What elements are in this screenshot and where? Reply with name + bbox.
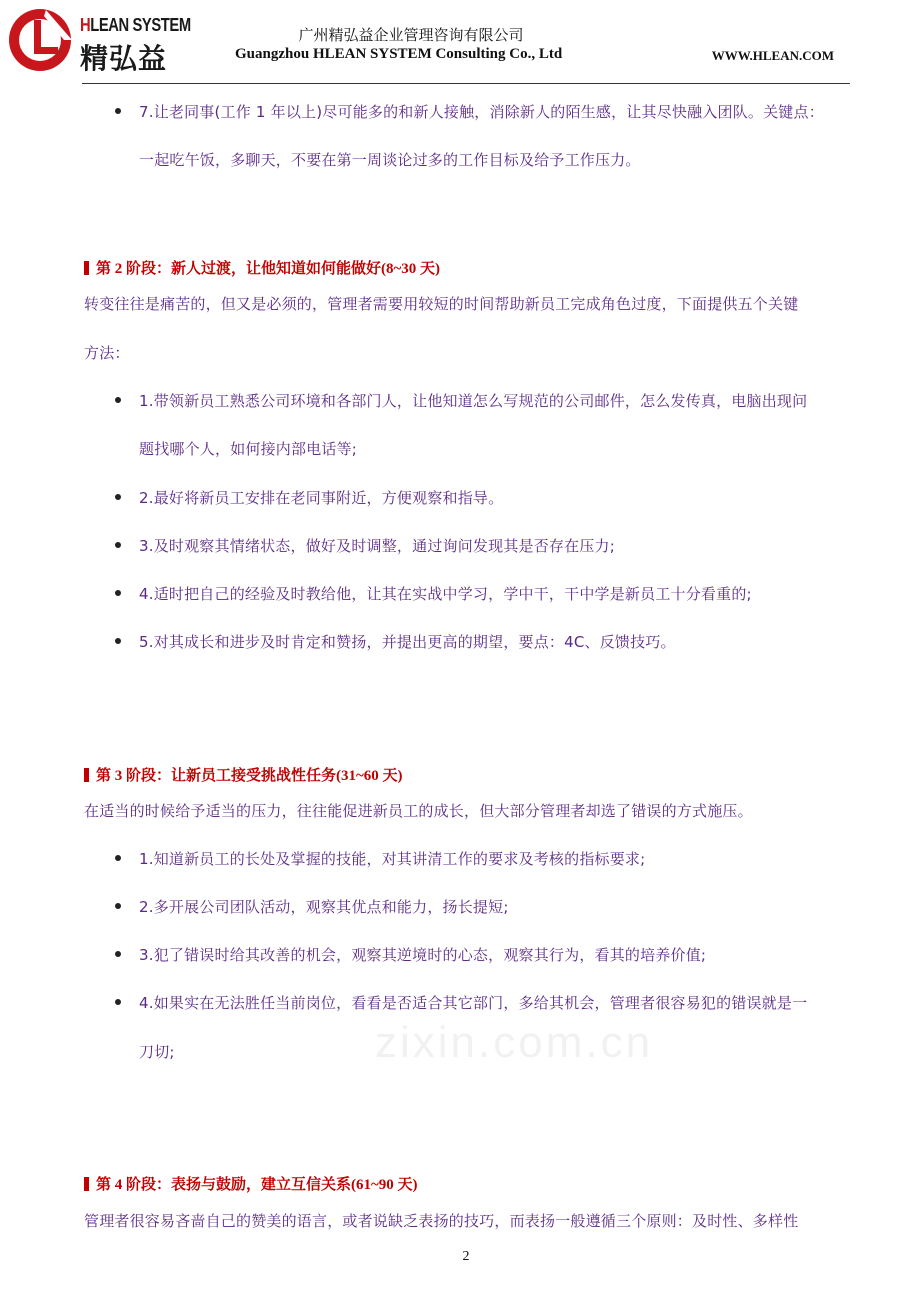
bullet-icon	[115, 542, 121, 548]
bullet-icon	[115, 999, 121, 1005]
bullet-icon	[115, 903, 121, 909]
section-heading-text: 第 2 阶段：新人过渡，让他知道如何能做好(8~30 天)	[96, 261, 441, 277]
bullet-icon	[115, 951, 121, 957]
paragraph-line: 管理者很容易吝啬自己的赞美的语言，或者说缺乏表扬的技巧，而表扬一般遵循三个原则：及时性、多样性	[84, 1212, 799, 1230]
section-heading-stage-3	[84, 764, 403, 785]
list-item-line: 1.知道新员工的长处及掌握的技能，对其讲清工作的要求及考核的指标要求;	[139, 850, 646, 868]
list-item-line: 一起吃午饭，多聊天，不要在第一周谈论过多的工作目标及给予工作压力。	[139, 151, 641, 169]
list-item-line: 7.让老同事(工作 1 年以上)尽可能多的和新人接触，消除新人的陌生感，让其尽快融入团队。关键点：	[139, 103, 824, 121]
bullet-icon	[115, 397, 121, 403]
heading-marker-icon	[84, 261, 89, 275]
bullet-icon	[115, 108, 121, 114]
bullet-icon	[115, 494, 121, 500]
bullet-icon	[115, 590, 121, 596]
section-heading-text: 第 4 阶段：表扬与鼓励，建立互信关系(61~90 天)	[96, 1177, 418, 1193]
list-item-line: 5.对其成长和进步及时肯定和赞扬，并提出更高的期望，要点：4C、反馈技巧。	[139, 633, 676, 651]
page-number: 2	[462, 1249, 470, 1264]
bullet-icon	[115, 638, 121, 644]
section-heading-stage-2	[84, 257, 440, 278]
section-heading-text: 第 3 阶段：让新员工接受挑战性任务(31~60 天)	[96, 768, 403, 784]
watermark: zixin.com.cn	[375, 1018, 654, 1067]
list-item-line: 2.多开展公司团队活动，观察其优点和能力，扬长提短;	[139, 898, 509, 916]
list-item-line: 4.如果实在无法胜任当前岗位，看看是否适合其它部门，多给其机会，管理者很容易犯的错误就是一	[139, 994, 808, 1012]
list-item-line: 1.带领新员工熟悉公司环境和各部门人，让他知道怎么写规范的公司邮件，怎么发传真，电脑出现问	[139, 392, 808, 410]
list-item-line: 题找哪个人，如何接内部电话等;	[139, 440, 358, 458]
list-item-line: 3.犯了错误时给其改善的机会，观察其逆境时的心态，观察其行为，看其的培养价值;	[139, 946, 707, 964]
paragraph-line: 方法：	[84, 344, 130, 362]
heading-marker-icon	[84, 1177, 89, 1191]
logo-wordmark-en: HLEAN SYSTEM	[80, 15, 191, 35]
company-name-cn: 广州精弘益企业管理咨询有限公司	[298, 26, 524, 44]
bullet-icon	[115, 855, 121, 861]
list-item-line: 刀切;	[139, 1043, 175, 1061]
paragraph-line: 在适当的时候给予适当的压力，往往能促进新员工的成长，但大部分管理者却选了错误的方式施压。	[84, 802, 753, 820]
header-divider	[82, 83, 850, 84]
list-item-line: 3.及时观察其情绪状态，做好及时调整，通过询问发现其是否存在压力;	[139, 537, 615, 555]
logo-wordmark-cn: 精弘益	[80, 42, 168, 75]
paragraph-line: 转变往往是痛苦的，但又是必须的，管理者需要用较短的时间帮助新员工完成角色过度，下面提供五个关键	[84, 295, 799, 313]
list-item-line: 2.最好将新员工安排在老同事附近，方便观察和指导。	[139, 489, 504, 507]
company-name-en: Guangzhou HLEAN SYSTEM Consulting Co., Ltd	[235, 46, 563, 62]
heading-marker-icon	[84, 768, 89, 782]
list-item-line: 4.适时把自己的经验及时教给他，让其在实战中学习，学中干，干中学是新员工十分看重的;	[139, 585, 752, 603]
section-heading-stage-4	[84, 1173, 418, 1194]
company-website: WWW.HLEAN.COM	[711, 48, 834, 63]
